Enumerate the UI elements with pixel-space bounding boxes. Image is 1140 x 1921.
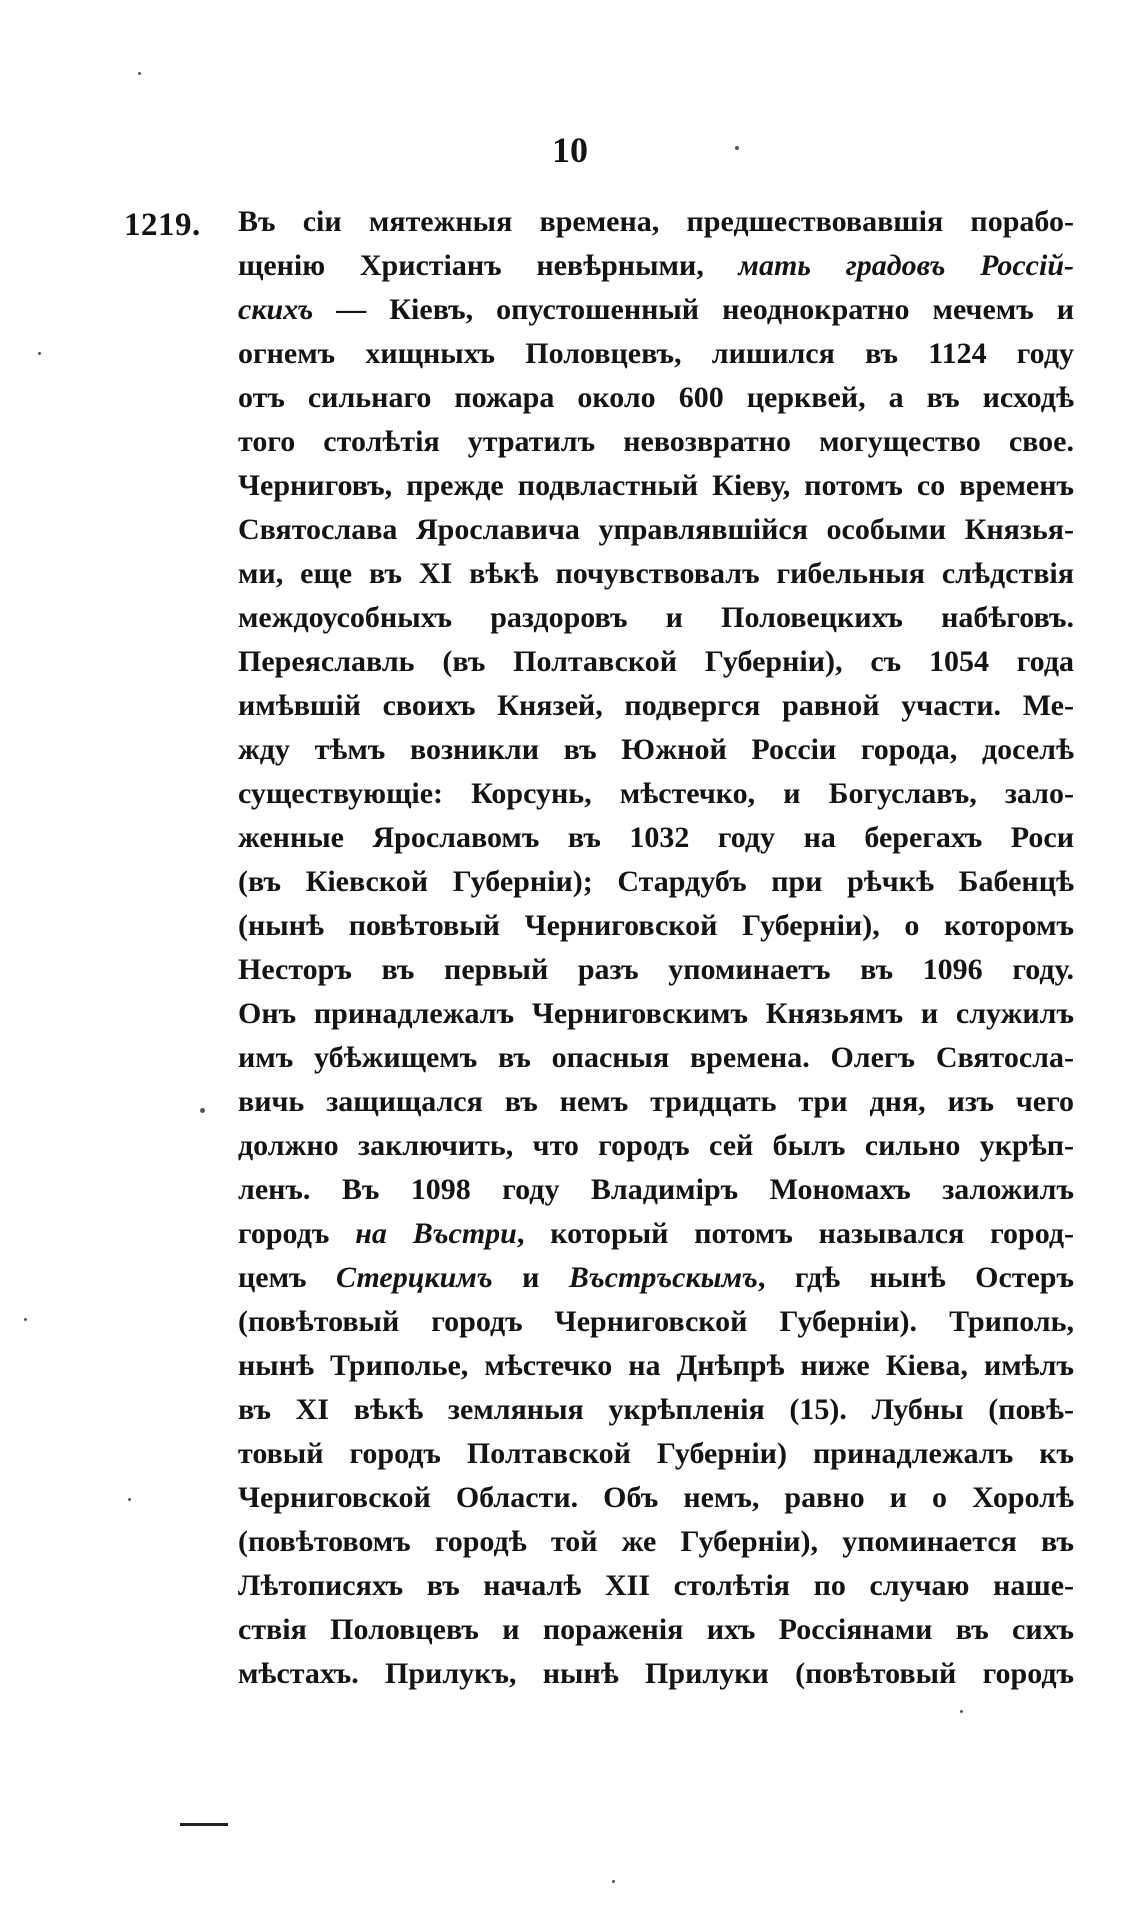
text-line: мѣстахъ. Прилукъ, нынѣ Прилуки (повѣтовый городъ xyxy=(238,1657,1074,1690)
scan-mark xyxy=(180,1823,228,1826)
italic-phrase: мать градовъ Россій- xyxy=(738,249,1075,282)
text-line: Черниговъ, прежде подвластный Кіеву, потомъ со временъ xyxy=(238,469,1074,502)
text-line: товый городъ Полтавской Губерніи) принадлежалъ къ xyxy=(238,1437,1074,1470)
text-line: огнемъ хищныхъ Половцевъ, лишился въ 1124 году xyxy=(238,337,1074,370)
text-line: въ XI вѣкѣ земляныя укрѣпленія (15). Лубны (повѣ- xyxy=(238,1393,1074,1426)
scan-speck xyxy=(200,1108,205,1113)
italic-phrase: Стерцкимъ xyxy=(336,1261,493,1294)
italic-phrase: на Въстри xyxy=(355,1217,517,1250)
text-line: цемъ Стерцкимъ и Въстръскымъ, гдѣ нынѣ Остеръ xyxy=(238,1261,1074,1294)
page-number: 10 xyxy=(552,130,588,170)
scan-speck xyxy=(24,1318,27,1321)
text-line: Черниговской Области. Объ немъ, равно и о Хоролѣ xyxy=(238,1481,1074,1514)
text-line: (повѣтовомъ городѣ той же Губерніи), упоминается въ xyxy=(238,1525,1074,1558)
text-line: вичь защищался въ немъ тридцать три дня, изъ чего xyxy=(238,1085,1074,1118)
text-line: (повѣтовый городъ Черниговской Губерніи). Триполь, xyxy=(238,1305,1074,1338)
text-line: Онъ принадлежалъ Черниговскимъ Князьямъ и служилъ xyxy=(238,997,1074,1030)
text-line: имъ убѣжищемъ въ опасныя времена. Олегъ Святосла- xyxy=(238,1041,1074,1074)
text-line: ленъ. Въ 1098 году Владиміръ Мономахъ заложилъ xyxy=(238,1173,1074,1206)
text-line: междоусобныхъ раздоровъ и Половецкихъ набѣговъ. xyxy=(238,601,1074,634)
text-line: Лѣтописяхъ въ началѣ XII столѣтія по случаю наше- xyxy=(238,1569,1074,1602)
text-line: Несторъ въ первый разъ упоминаетъ въ 1096 году. xyxy=(238,953,1074,986)
text-line: ствія Половцевъ и пораженія ихъ Россіянами въ сихъ xyxy=(238,1613,1074,1646)
text-line: отъ сильнаго пожара около 600 церквей, а въ исходѣ xyxy=(238,381,1074,414)
text-line: Въ сіи мятежныя времена, предшествовавшія порабо- xyxy=(238,205,1074,238)
text-line: Святослава Ярославича управлявшійся особыми Князья- xyxy=(238,513,1074,546)
scan-speck xyxy=(960,1710,963,1713)
text-line: (нынѣ повѣтовый Черниговской Губерніи), о которомъ xyxy=(238,909,1074,942)
text-line: жду тѣмъ возникли въ Южной Россіи города, доселѣ xyxy=(238,733,1074,766)
text-line: должно заключить, что городъ сей былъ сильно укрѣп- xyxy=(238,1129,1074,1162)
scan-speck xyxy=(128,1498,131,1501)
text-line: нынѣ Триполье, мѣстечко на Днѣпрѣ ниже Кіева, имѣлъ xyxy=(238,1349,1074,1382)
text-line: того столѣтія утратилъ невозвратно могущество свое. xyxy=(238,425,1074,458)
italic-phrase: Въстръскымъ xyxy=(568,1261,758,1294)
text-line: имѣвшій своихъ Князей, подвергся равной участи. Ме- xyxy=(238,689,1074,722)
text-line: женные Ярославомъ въ 1032 году на берегахъ Роси xyxy=(238,821,1074,854)
text-line: Переяславль (въ Полтавской Губерніи), съ 1054 года xyxy=(238,645,1074,678)
text-line: (въ Кіевской Губерніи); Стардубъ при рѣчкѣ Бабенцѣ xyxy=(238,865,1074,898)
scan-speck xyxy=(612,1880,615,1883)
scan-speck xyxy=(735,146,739,150)
text-line: ми, еще въ XI вѣкѣ почувствовалъ гибельныя слѣдствія xyxy=(238,557,1074,590)
text-line: скихъ — Кіевъ, опустошенный неоднократно мечемъ и xyxy=(238,293,1074,326)
margin-year: 1219. xyxy=(124,207,201,243)
text-line: щенію Христіанъ невѣрными, мать градовъ Россій- xyxy=(238,249,1075,282)
scan-speck xyxy=(138,72,141,75)
italic-phrase: скихъ xyxy=(238,293,314,326)
scan-speck xyxy=(38,352,41,355)
text-line: городъ на Въстри, который потомъ назывался город- xyxy=(238,1217,1074,1250)
text-line: существующіе: Корсунь, мѣстечко, и Богуславъ, зало- xyxy=(238,777,1074,810)
body-text xyxy=(238,200,1074,1696)
